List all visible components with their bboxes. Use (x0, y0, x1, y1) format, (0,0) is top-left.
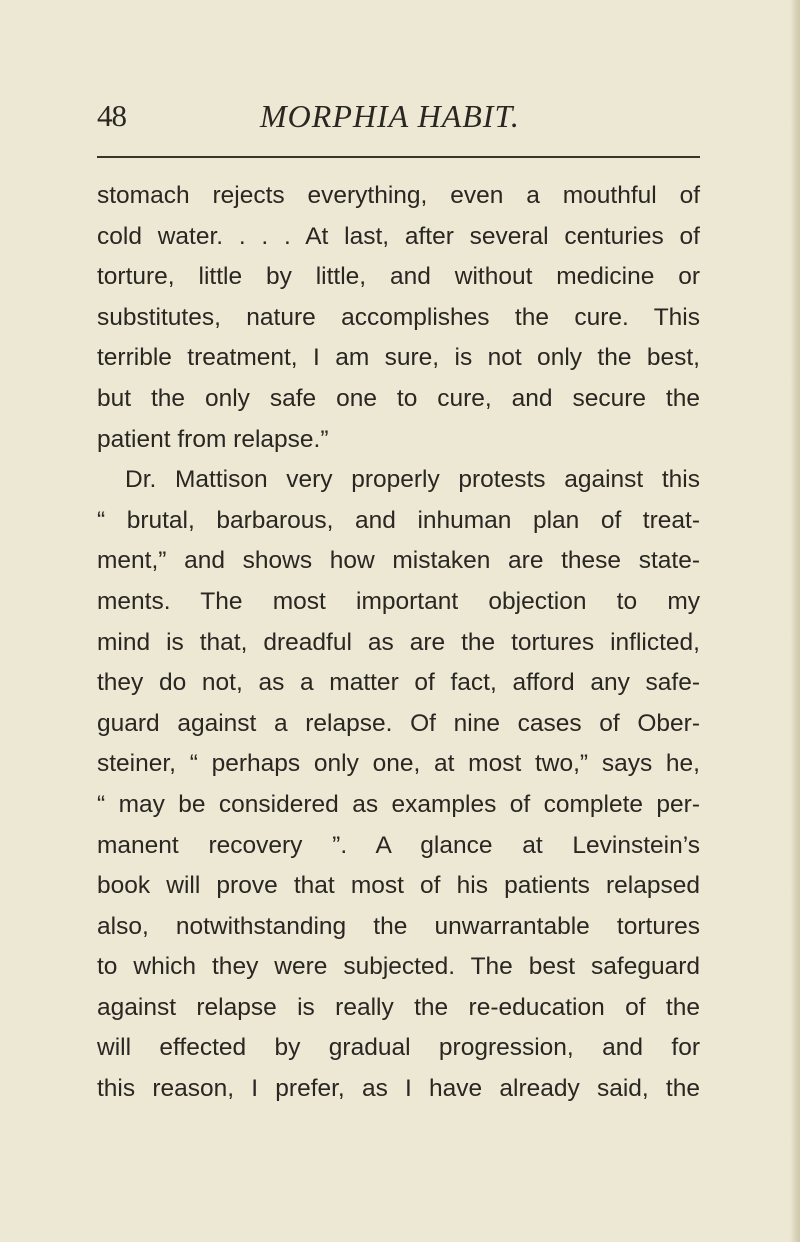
running-title: MORPHIA HABIT. (260, 98, 520, 134)
text-line: manent recovery ”. A glance at Levinstein’s (97, 831, 700, 859)
page-number: 48 (97, 98, 126, 133)
text-line: but the only safe one to cure, and secure the (97, 384, 700, 412)
header-rule (97, 156, 700, 158)
text-line: steiner, “ perhaps only one, at most two,” says he, (97, 750, 700, 778)
text-line: to which they were subjected. The best safeguard (97, 953, 700, 981)
text-line: mind is that, dreadful as are the tortures inflicted, (97, 628, 700, 656)
page-header (97, 96, 700, 144)
body-text (97, 176, 700, 1110)
text-line: terrible treatment, I am sure, is not only the best, (97, 344, 700, 372)
text-line: stomach rejects everything, even a mouthful of (97, 182, 700, 209)
text-line: guard against a relapse. Of nine cases of Ober- (97, 709, 700, 737)
text-line: patient from relapse.” (97, 425, 329, 453)
page-edge-shadow (790, 0, 800, 1242)
text-line: ments. The most important objection to my (97, 587, 700, 615)
text-line: “ brutal, barbarous, and inhuman plan of treat- (97, 506, 700, 534)
text-line: against relapse is really the re-education of the (97, 993, 700, 1021)
text-line: this reason, I prefer, as I have already said, the (97, 1075, 700, 1103)
text-line: cold water. . . . At last, after several centuries of (97, 222, 700, 250)
text-line: also, notwithstanding the unwarrantable tortures (97, 912, 700, 940)
text-line: Dr. Mattison very properly protests against this (125, 466, 700, 494)
text-line: “ may be considered as examples of complete per- (97, 790, 700, 818)
text-line: they do not, as a matter of fact, afford any safe- (97, 669, 700, 697)
text-line: torture, little by little, and without medicine or (97, 263, 700, 291)
text-line: ment,” and shows how mistaken are these state- (97, 547, 700, 575)
text-line: book will prove that most of his patients relapsed (97, 872, 700, 900)
text-line: will effected by gradual progression, and for (97, 1034, 700, 1062)
text-line: substitutes, nature accomplishes the cure. This (97, 303, 700, 331)
